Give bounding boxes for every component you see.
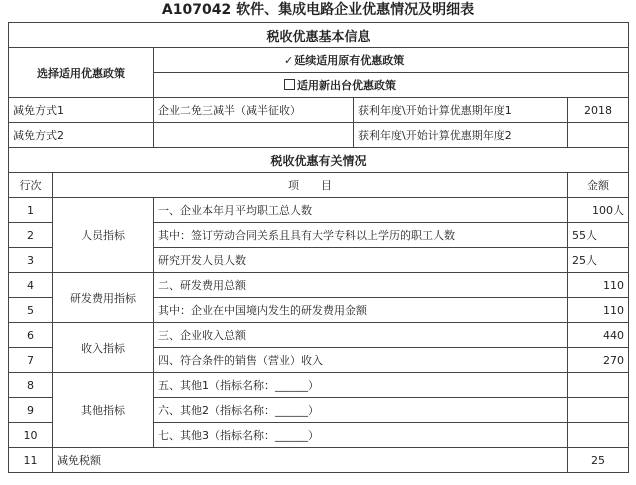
row-amount[interactable]: 110	[568, 273, 629, 298]
row-item: 其中：签订劳动合同关系且具有大学专科以上学历的职工人数	[154, 223, 568, 248]
reduction-method-2-value[interactable]	[154, 123, 354, 148]
preferential-details-table	[8, 22, 629, 473]
policy-option-new-label: 适用新出台优惠政策	[297, 79, 396, 92]
profit-year-2-value[interactable]	[568, 123, 629, 148]
table-row	[9, 198, 629, 223]
line-no: 8	[9, 373, 53, 398]
line-no: 1	[9, 198, 53, 223]
line-no: 11	[9, 448, 53, 473]
row-item: 一、企业本年月平均职工总人数	[154, 198, 568, 223]
table-row	[9, 273, 629, 298]
line-no: 5	[9, 298, 53, 323]
table-row	[9, 323, 629, 348]
col-item: 项 目	[53, 173, 568, 198]
profit-year-2-label: 获利年度\开始计算优惠期年度2	[354, 123, 568, 148]
table-row	[9, 373, 629, 398]
table-row	[9, 448, 629, 473]
profit-year-1-label: 获利年度\开始计算优惠期年度1	[354, 98, 568, 123]
row-item: 研究开发人员人数	[154, 248, 568, 273]
row-item: 三、企业收入总额	[154, 323, 568, 348]
row-amount[interactable]: 25人	[568, 248, 629, 273]
policy-label: 选择适用优惠政策	[9, 48, 154, 98]
policy-option-continue-label: 延续适用原有优惠政策	[294, 54, 405, 67]
group-other: 其他指标	[53, 373, 154, 448]
form-title: A107042 软件、集成电路企业优惠情况及明细表	[161, 2, 475, 18]
basic-info-header: 税收优惠基本信息	[9, 23, 629, 48]
row-item: 五、其他1（指标名称：______）	[154, 373, 568, 398]
row-item: 减免税额	[53, 448, 568, 473]
policy-option-new[interactable]	[154, 73, 629, 98]
row-item: 七、其他3（指标名称：______）	[154, 423, 568, 448]
col-amount: 金额	[568, 173, 629, 198]
line-no: 6	[9, 323, 53, 348]
row-amount[interactable]: 440	[568, 323, 629, 348]
group-income: 收入指标	[53, 323, 154, 373]
line-no: 4	[9, 273, 53, 298]
row-amount[interactable]: 55人	[568, 223, 629, 248]
line-no: 7	[9, 348, 53, 373]
row-item: 六、其他2（指标名称：______）	[154, 398, 568, 423]
row-item: 四、符合条件的销售（营业）收入	[154, 348, 568, 373]
row-item: 二、研发费用总额	[154, 273, 568, 298]
row-amount[interactable]	[568, 373, 629, 398]
row-amount[interactable]: 25	[568, 448, 629, 473]
col-line-no: 行次	[9, 173, 53, 198]
row-amount[interactable]: 100人	[568, 198, 629, 223]
group-rd: 研发费用指标	[53, 273, 154, 323]
row-amount[interactable]	[568, 398, 629, 423]
row-amount[interactable]: 270	[568, 348, 629, 373]
policy-option-continue[interactable]	[154, 48, 629, 73]
reduction-method-1-value[interactable]: 企业二免三减半（减半征收）	[154, 98, 354, 123]
line-no: 10	[9, 423, 53, 448]
profit-year-1-value[interactable]: 2018	[568, 98, 629, 123]
row-amount[interactable]: 110	[568, 298, 629, 323]
row-amount[interactable]	[568, 423, 629, 448]
checked-icon: ✓	[284, 54, 294, 67]
details-header: 税收优惠有关情况	[9, 148, 629, 173]
group-personnel: 人员指标	[53, 198, 154, 273]
row-item: 其中：企业在中国境内发生的研发费用金额	[154, 298, 568, 323]
line-no: 9	[9, 398, 53, 423]
line-no: 3	[9, 248, 53, 273]
checkbox-icon	[284, 79, 295, 90]
reduction-method-2-label: 减免方式2	[9, 123, 154, 148]
reduction-method-1-label: 减免方式1	[9, 98, 154, 123]
line-no: 2	[9, 223, 53, 248]
